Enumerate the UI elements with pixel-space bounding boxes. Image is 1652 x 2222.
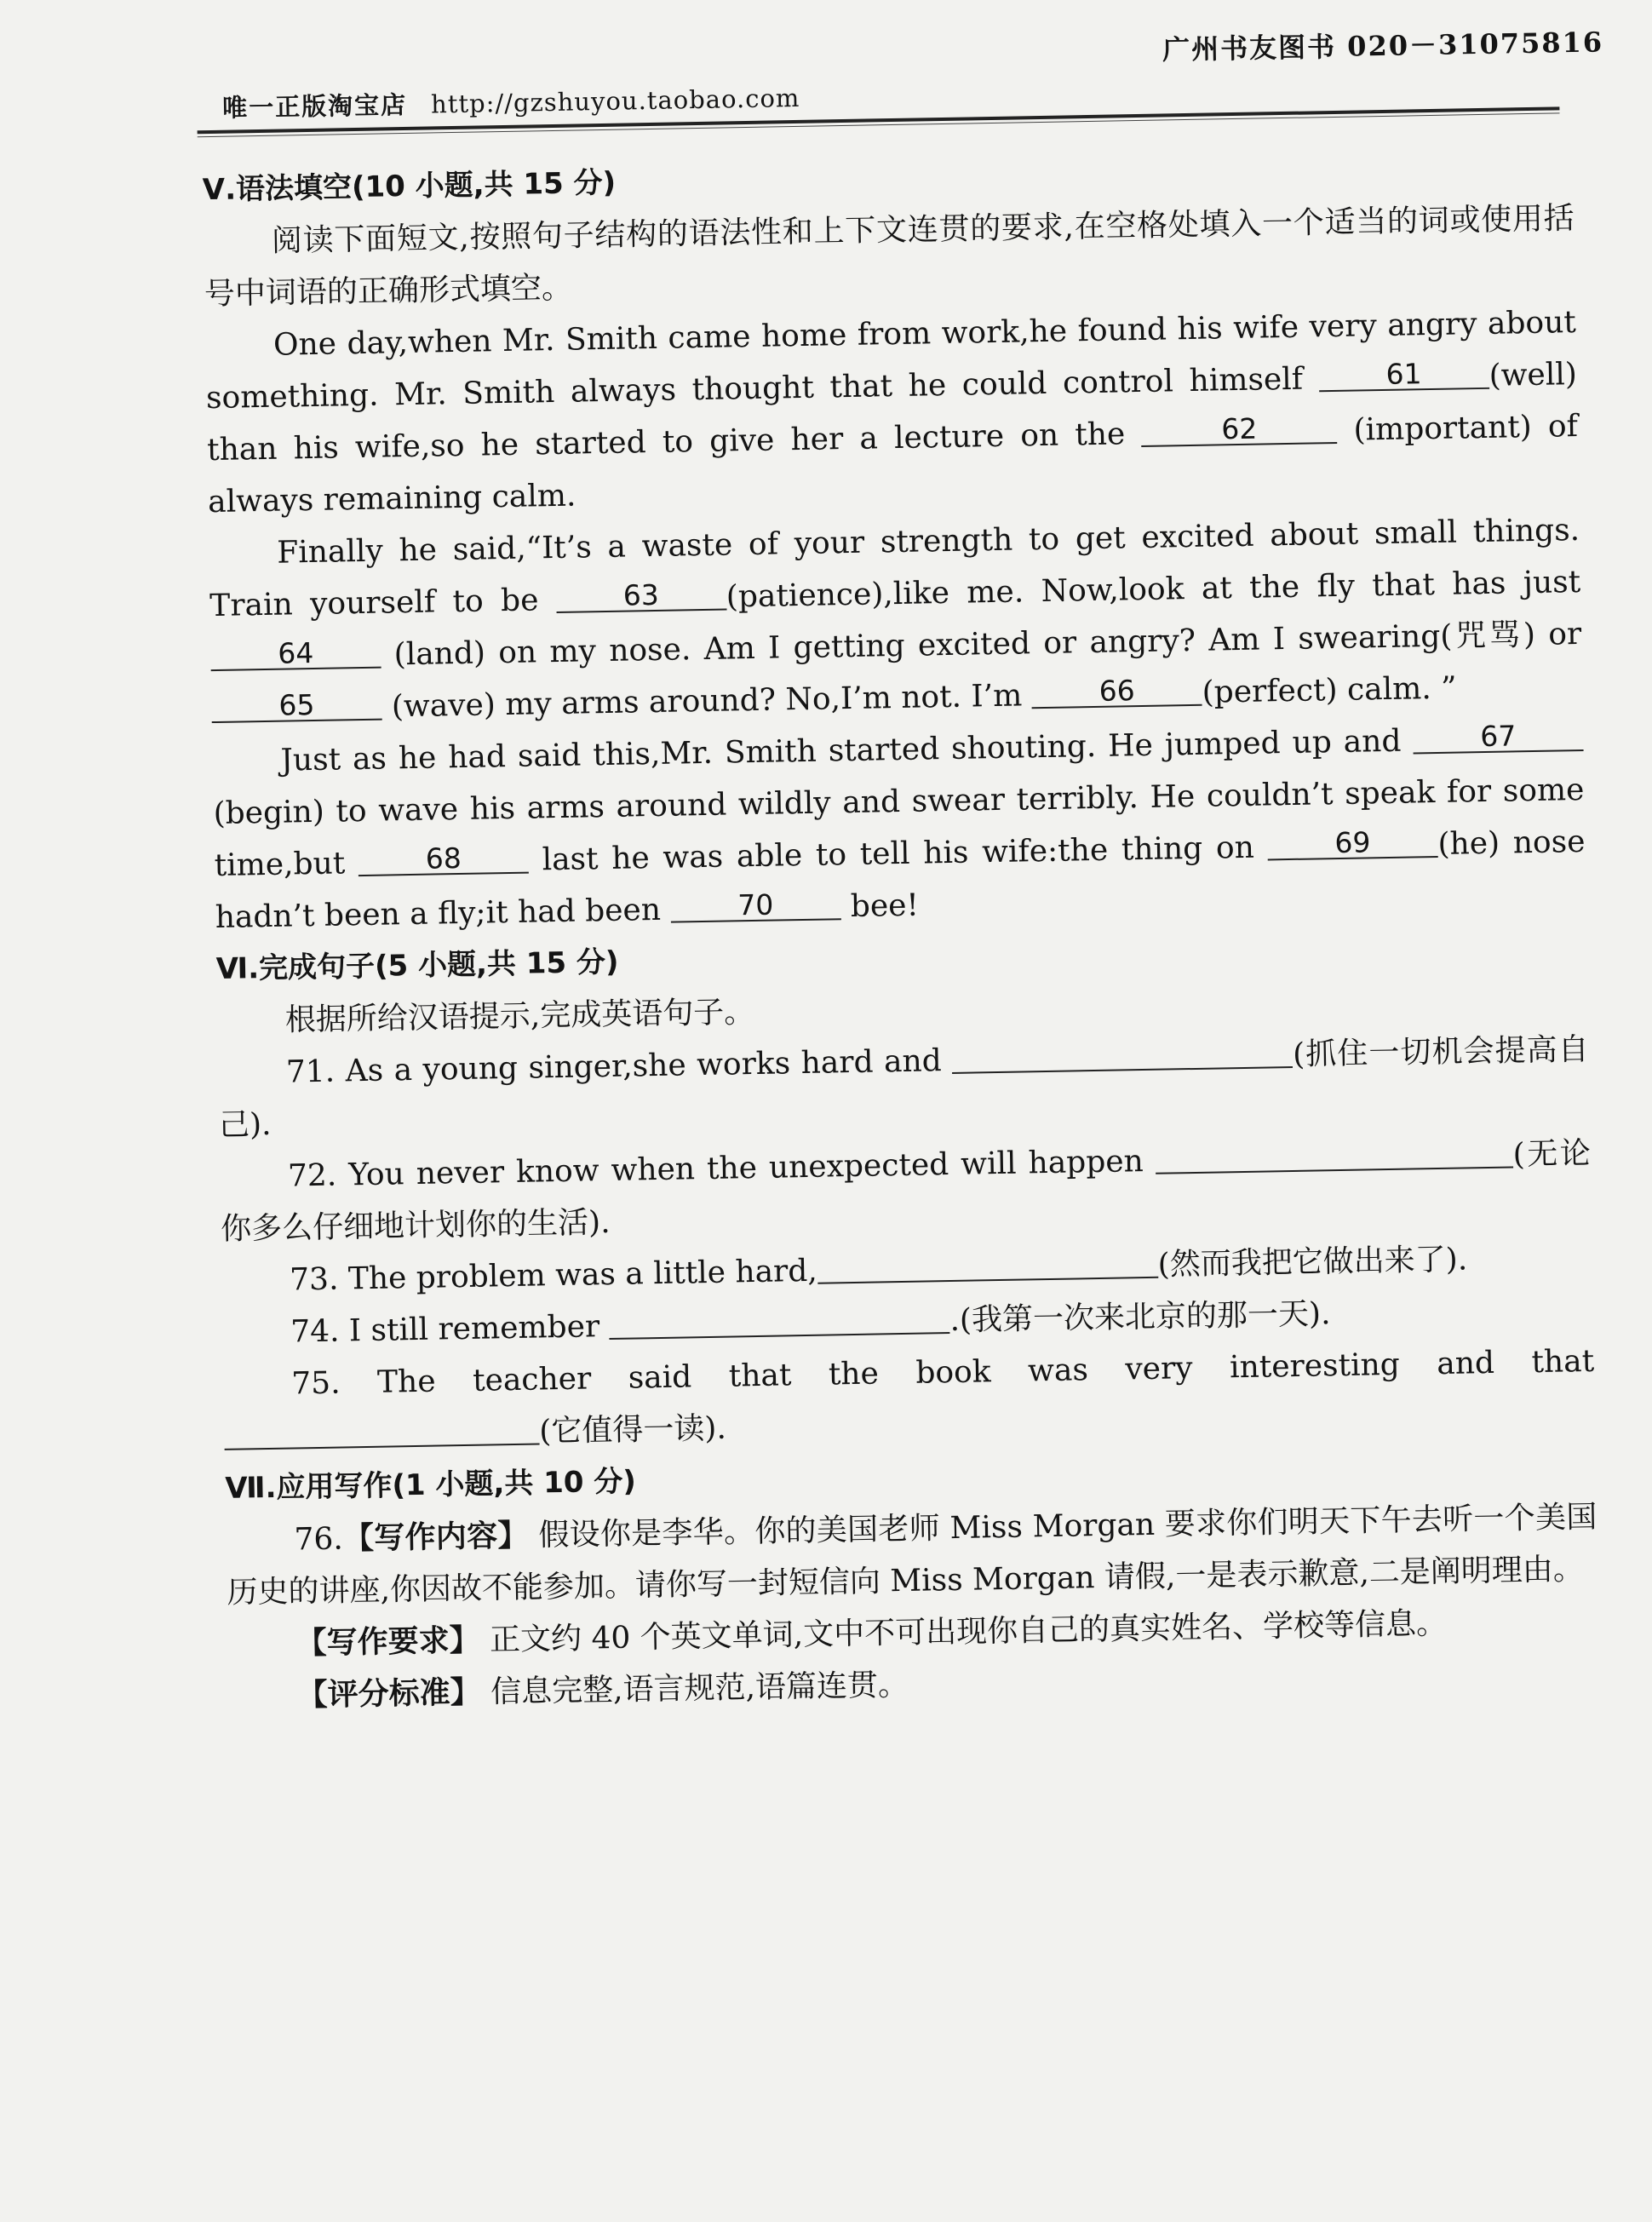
answer-line-73[interactable] bbox=[817, 1248, 1158, 1284]
passage-paragraph-3: Just as he had said this,Mr. Smith started shouting. He jumped up and 67 (begin) to wave his arms around wildly and swear terribly. He couldn’t speak for some time,but 68 last he was able to tell his wife:the thing on 69 (he) nose hadn’t been a fly;it had been 70 bee! bbox=[213, 719, 1586, 936]
question-74: 74. I still remember .(我第一次来北京的那一天). bbox=[290, 1296, 1331, 1350]
header-shop bbox=[222, 79, 800, 124]
requirements-label: 【写作要求】 bbox=[295, 1622, 480, 1662]
question-76-content: 76.【写作内容】 假设你是李华。你的美国老师 Miss Morgan 要求你们明天下午去听一个美国历史的讲座,你因故不能参加。请你写一封短信向 Miss Morgan 请假,一是表示歉意,二是阐明理由。 bbox=[227, 1499, 1598, 1611]
section6-instruction: 根据所给汉语提示,完成英语句子。 bbox=[284, 994, 755, 1038]
question-71: 71. As a young singer,she works hard and (抓住一切机会提高自己). bbox=[218, 1031, 1590, 1143]
shop-url[interactable]: http://gzshuyou.taobao.com bbox=[430, 83, 800, 119]
question-76-requirements: 【写作要求】 正文约 40 个英文单词,文中不可出现你自己的真实姓名、学校等信息。 bbox=[295, 1605, 1448, 1662]
blank-67[interactable]: 67 bbox=[1413, 721, 1584, 754]
blank-63[interactable]: 63 bbox=[556, 579, 727, 612]
section6-title: Ⅵ.完成句子(5 小题,共 15 分) bbox=[215, 944, 619, 987]
question-76-scoring: 【评分标准】 信息完整,语言规范,语篇连贯。 bbox=[296, 1667, 909, 1714]
blank-66[interactable]: 66 bbox=[1031, 675, 1202, 709]
blank-69[interactable]: 69 bbox=[1267, 827, 1438, 860]
scoring-label: 【评分标准】 bbox=[296, 1674, 482, 1714]
question-72: 72. You never know when the unexpected will happen (无论你多么仔细地计划你的生活). bbox=[220, 1135, 1592, 1247]
answer-line-72[interactable] bbox=[1155, 1137, 1513, 1174]
content-label: 【写作内容】 bbox=[342, 1517, 530, 1557]
blank-62[interactable]: 62 bbox=[1141, 413, 1338, 447]
answer-line-75[interactable] bbox=[224, 1414, 540, 1450]
exam-body bbox=[202, 141, 1600, 1723]
blank-64[interactable]: 64 bbox=[210, 638, 381, 671]
passage-paragraph-1: One day,when Mr. Smith came home from work,he found his wife very angry about something. Mr. Smith always thought that he could control himself 61 (well) than his wife,so he started to give her a lecture on the 62 (important) of always remaining calm. bbox=[205, 305, 1579, 520]
blank-70[interactable]: 70 bbox=[670, 889, 841, 922]
section5-instruction: 阅读下面短文,按照句子结构的语法性和上下文连贯的要求,在空格处填入一个适当的词或使用括号中词语的正确形式填空。 bbox=[204, 201, 1575, 313]
question-75: 75. The teacher said that the book was very interesting and that (它值得一读). bbox=[223, 1335, 1596, 1463]
answer-line-71[interactable] bbox=[952, 1037, 1293, 1074]
question-73: 73. The problem was a little hard, (然而我把它做出来了). bbox=[289, 1242, 1468, 1298]
section7-title: Ⅶ.应用写作(1 小题,共 10 分) bbox=[225, 1464, 637, 1506]
blank-61[interactable]: 61 bbox=[1318, 359, 1489, 392]
header-publisher: 广州书友图书 020－31075816 bbox=[1162, 26, 1604, 66]
blank-65[interactable]: 65 bbox=[211, 690, 382, 723]
shop-name: 唯一正版淘宝店 bbox=[221, 89, 408, 123]
blank-68[interactable]: 68 bbox=[359, 843, 530, 876]
answer-line-74[interactable] bbox=[609, 1303, 950, 1340]
section5-title: Ⅴ.语法填空(10 小题,共 15 分) bbox=[202, 165, 617, 208]
passage-paragraph-2: Finally he said,“It’s a waste of your strength to get excited about small things. Train yourself to be 63 (patience),like me. Now,look at the fly that has just 64 (land) on my nose. Am I getting excited or angry? Am I swearing(咒骂) or 65 (wave) my arms around? No,I’m not. I’m 66 (perfect) calm. ” bbox=[209, 512, 1582, 725]
